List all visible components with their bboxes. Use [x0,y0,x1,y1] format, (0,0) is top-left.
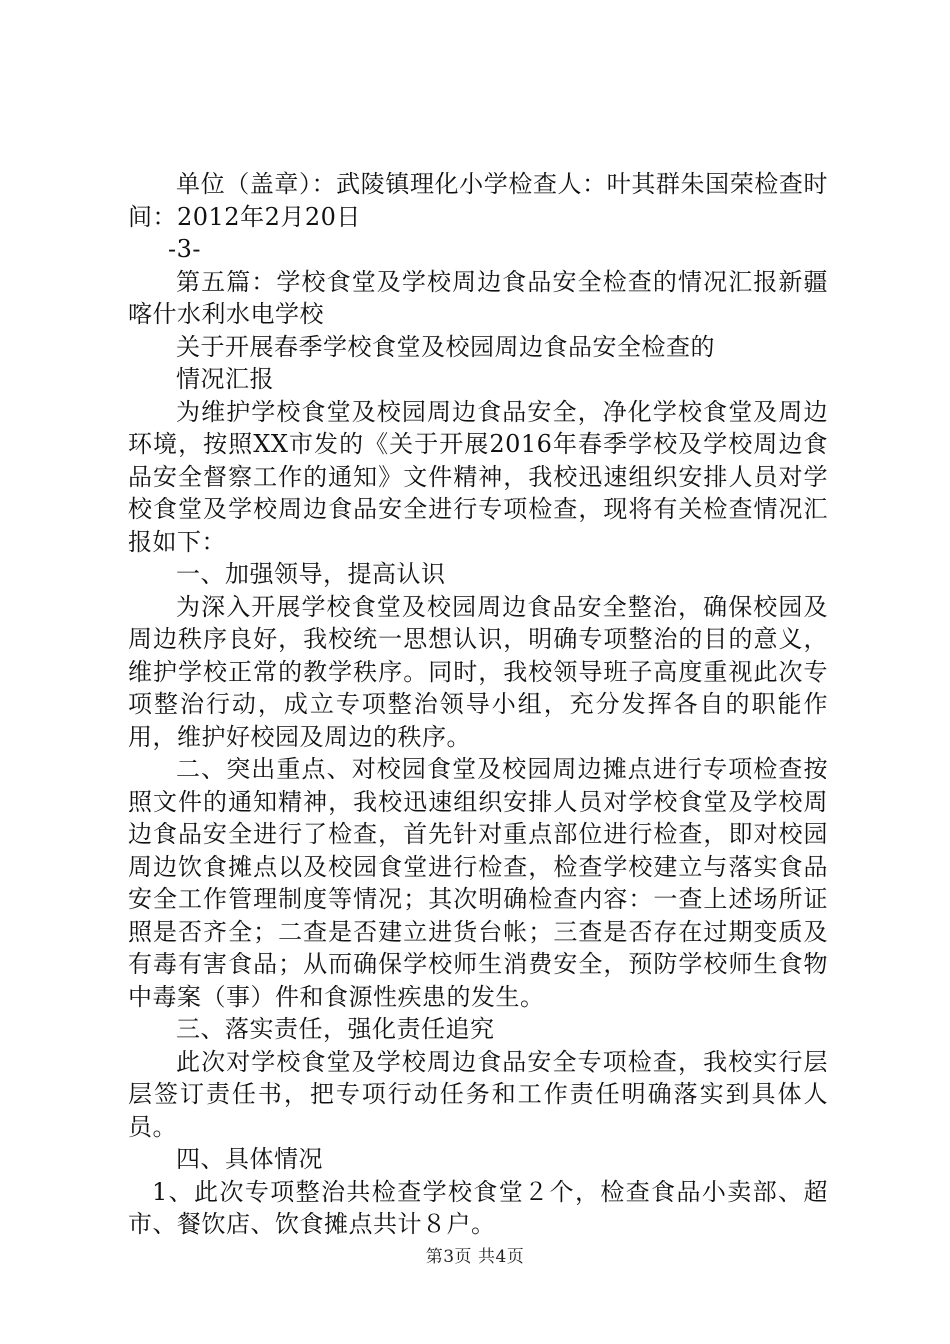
section-heading-4: 四、具体情况 [176,1145,323,1173]
page-footer: 第3页 共4页 [425,1247,525,1267]
section-2-paragraph: 二、突出重点、对校园食堂及校园周边摊点进行专项检查按照文件的通知精神，我校迅速组织安排人员对学校食堂及学校周边食品安全进行了检查，首先针对重点部位进行检查，即对校园周边饮食摊点以及校园食堂进行检查，检查学校建立与落实食品安全工作管理制度等情况；其次明确检查内容：一查上述场所证照是否齐全；二查是否建立进货台帐；三查是否存在过期变质及有毒有害食品；从而确保学校师生消费安全，预防学校师生食物中毒案（事）件和食源性疾患的发生。 [128,755,828,1011]
unit-info-paragraph: 单位（盖章）：武陵镇理化小学检查人：叶其群朱国荣检查时间：2012年2月20日 [128,170,828,231]
section-4-item-1: 1、此次专项整治共检查学校食堂２个，检查食品小卖部、超市、餐饮店、饮食摊点共计８户。 [128,1177,828,1238]
section-3-paragraph: 此次对学校食堂及学校周边食品安全专项检查，我校实行层层签订责任书，把专项行动任务和工作责任明确落实到具体人员。 [128,1047,828,1141]
report-title-line-1: 关于开展春季学校食堂及校园周边食品安全检查的 [176,332,715,361]
section-heading-1: 一、加强领导，提高认识 [176,560,446,588]
report-title-line-2: 情况汇报 [176,365,274,393]
chapter-heading: 第五篇：学校食堂及学校周边食品安全检查的情况汇报新疆喀什水利水电学校 [128,267,828,328]
section-heading-3: 三、落实责任，强化责任追究 [176,1015,495,1043]
intro-paragraph: 为维护学校食堂及校园周边食品安全，净化学校食堂及周边环境，按照XX市发的《关于开展2016年春季学校及学校周边食品安全督察工作的通知》文件精神，我校迅速组织安排人员对学校食堂及学校周边食品安全进行专项检查，现将有关检查情况汇报如下： [128,397,828,556]
page-marker: -3- [168,235,201,263]
section-1-paragraph: 为深入开展学校食堂及校园周边食品安全整治，确保校园及周边秩序良好，我校统一思想认识，明确专项整治的目的意义，维护学校正常的教学秩序。同时，我校领导班子高度重视此次专项整治行动，成立专项整治领导小组，充分发挥各自的职能作用，维护好校园及周边的秩序。 [128,592,828,751]
document-body [128,168,828,1241]
